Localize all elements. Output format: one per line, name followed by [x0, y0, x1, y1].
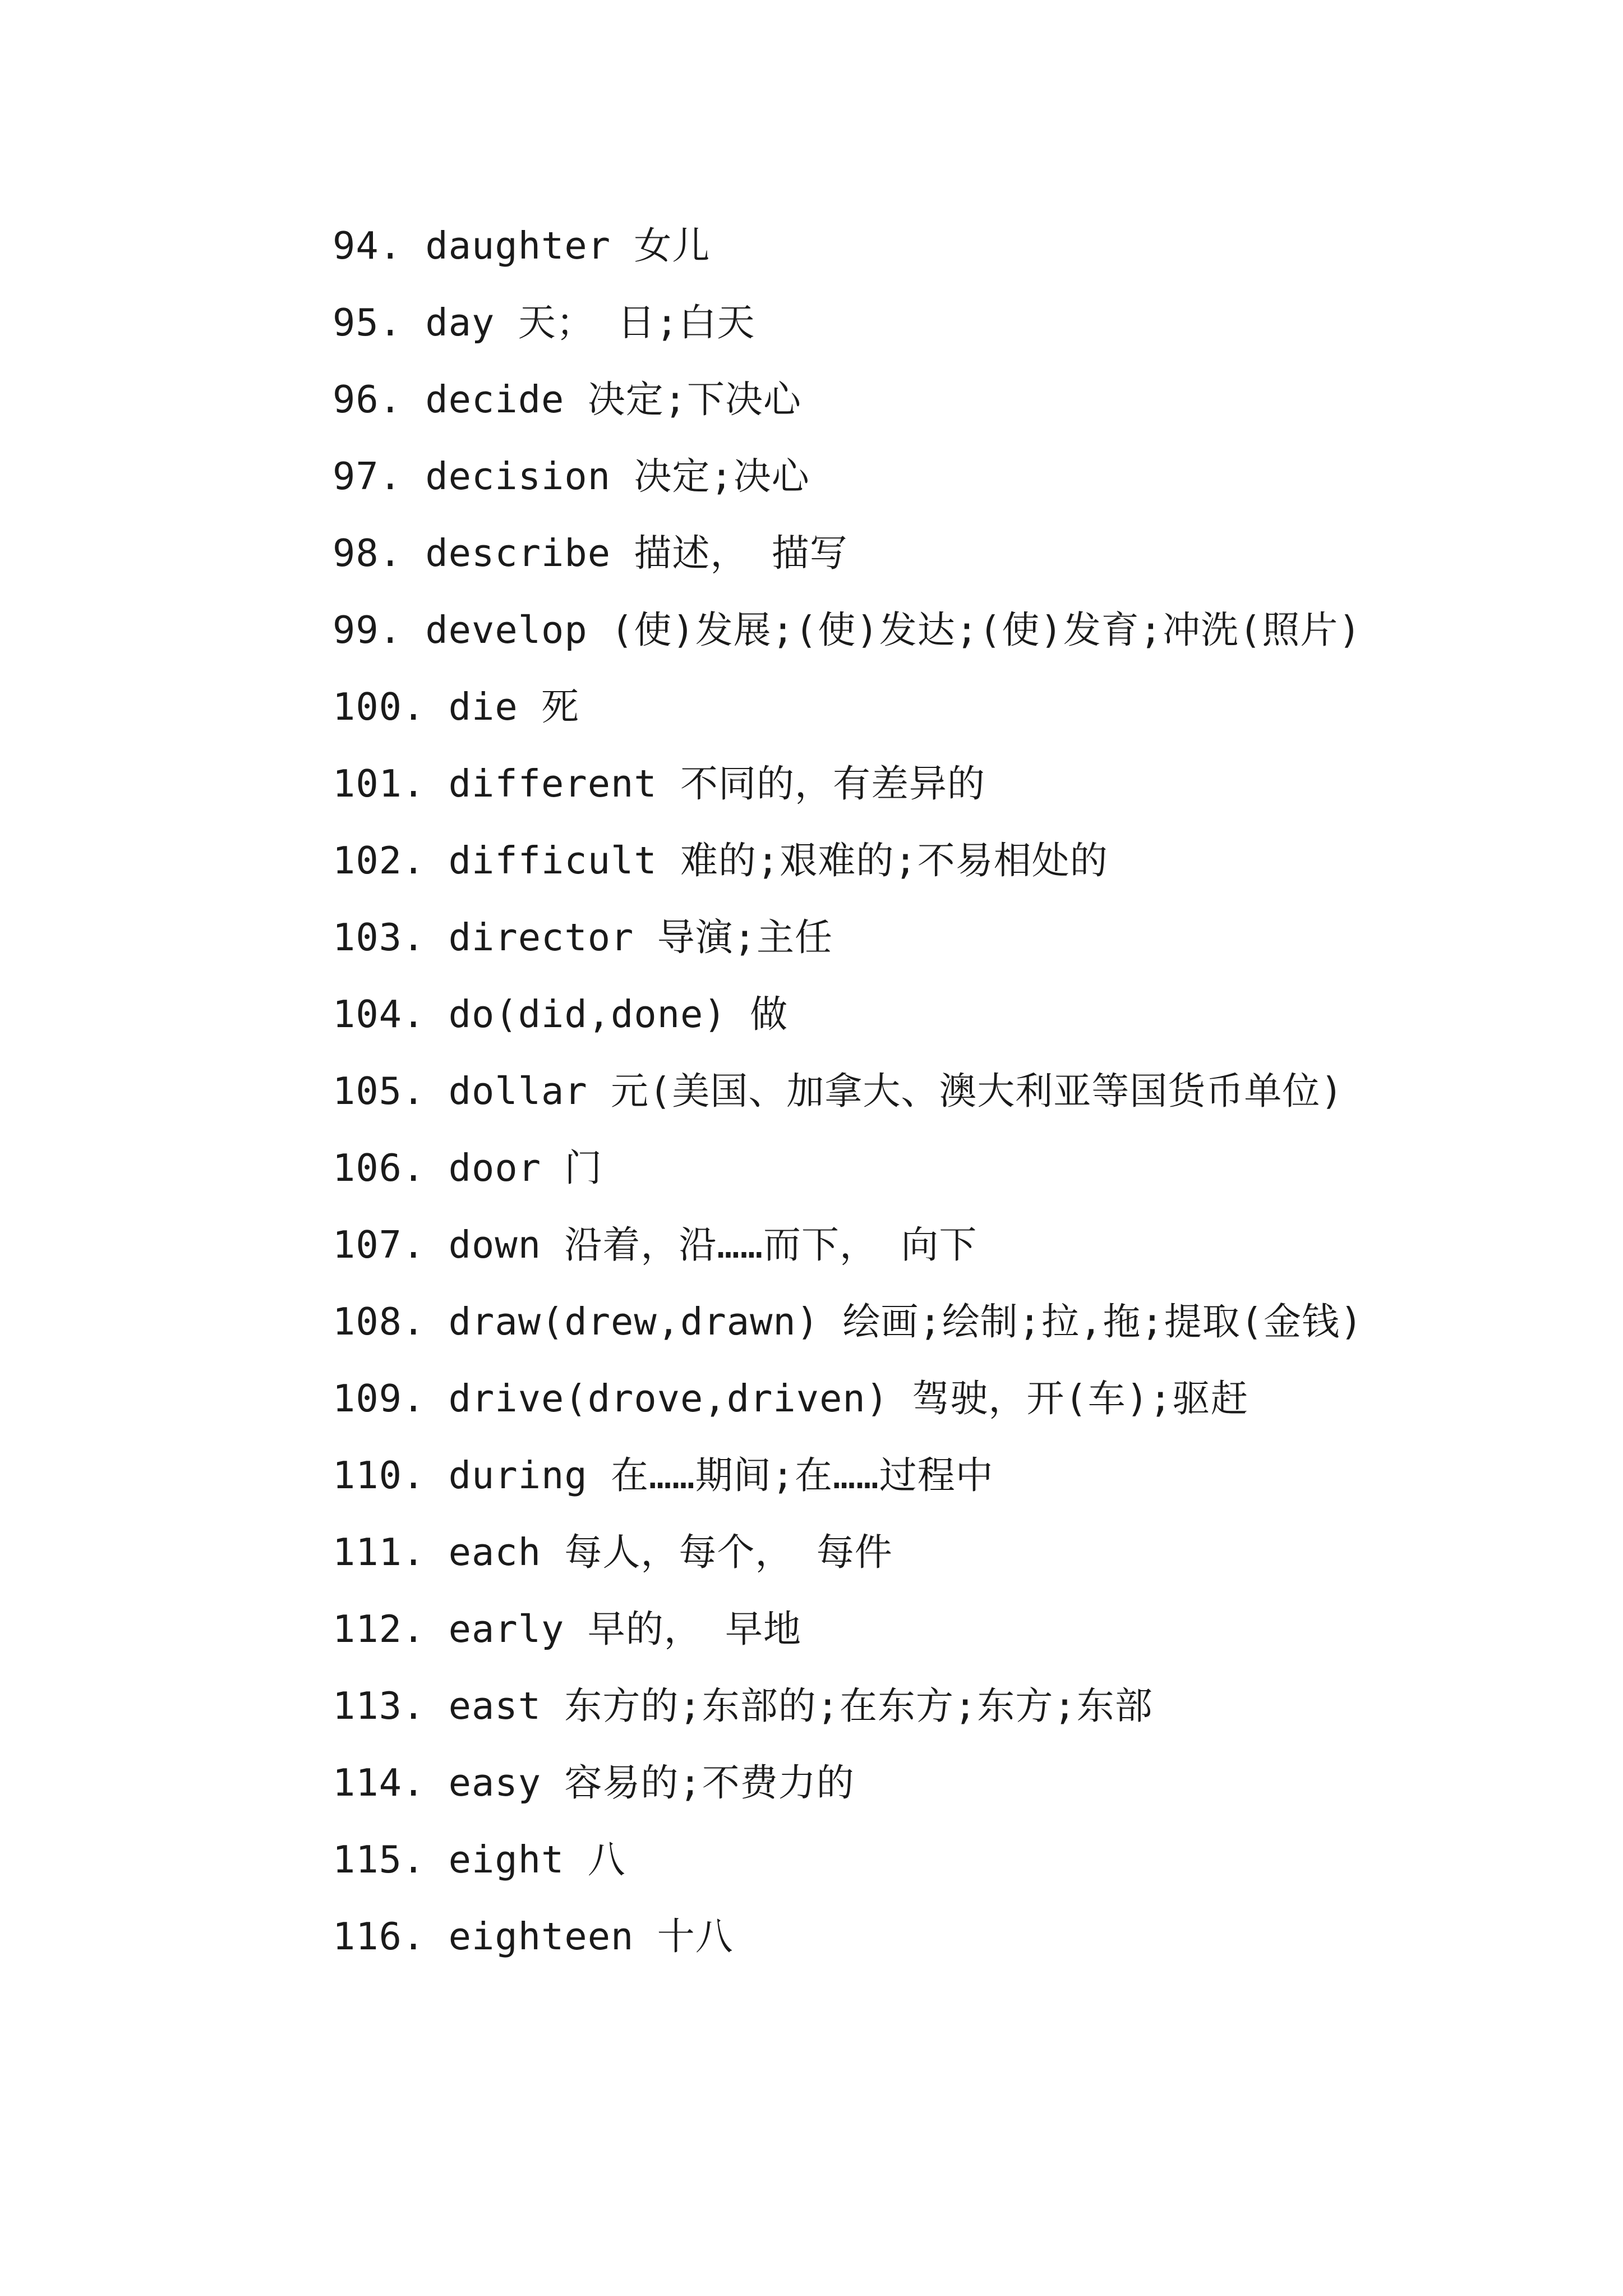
vocab-entry: 113. east 东方的;东部的;在东方;东方;东部	[333, 1684, 1153, 1728]
vocab-entry: 96. decide 决定;下决心	[333, 378, 802, 421]
vocab-entry: 116. eighteen 十八	[333, 1915, 734, 1958]
vocab-entry: 95. day 天； 日;白天	[333, 301, 755, 344]
vocab-entry: 99. develop (使)发展;(使)发达;(使)发育;冲洗(照片)	[333, 608, 1362, 652]
vocab-entry: 105. dollar 元(美国、加拿大、澳大利亚等国货币单位)	[333, 1069, 1344, 1113]
vocab-entry: 110. during 在……期间;在……过程中	[333, 1453, 994, 1497]
vocab-entry: 112. early 早的， 早地	[333, 1607, 802, 1651]
vocab-entry: 97. decision 决定;决心	[333, 454, 810, 498]
vocab-entry: 101. different 不同的，有差异的	[333, 762, 986, 806]
vocab-entry: 108. draw(drew,drawn) 绘画;绘制;拉,拖;提取(金钱)	[333, 1300, 1363, 1343]
vocab-entry: 111. each 每人，每个， 每件	[333, 1530, 893, 1574]
vocab-entry: 104. do(did,done) 做	[333, 992, 789, 1036]
vocab-entry: 109. drive(drove,driven) 驾驶，开(车);驱赶	[333, 1377, 1249, 1420]
vocab-entry: 103. director 导演;主任	[333, 915, 833, 959]
vocab-entry: 100. die 死	[333, 685, 580, 729]
vocab-entry: 107. down 沿着，沿……而下， 向下	[333, 1223, 978, 1267]
vocab-entry: 115. eight 八	[333, 1838, 626, 1881]
vocab-entry: 102. difficult 难的;艰难的;不易相处的	[333, 839, 1108, 882]
vocab-entry: 106. door 门	[333, 1146, 603, 1190]
vocab-entry: 98. describe 描述， 描写	[333, 531, 848, 575]
vocab-entry: 94. daughter 女儿	[333, 224, 711, 268]
vocabulary-list	[247, 208, 1402, 1975]
vocab-entry: 114. easy 容易的;不费力的	[333, 1761, 855, 1805]
